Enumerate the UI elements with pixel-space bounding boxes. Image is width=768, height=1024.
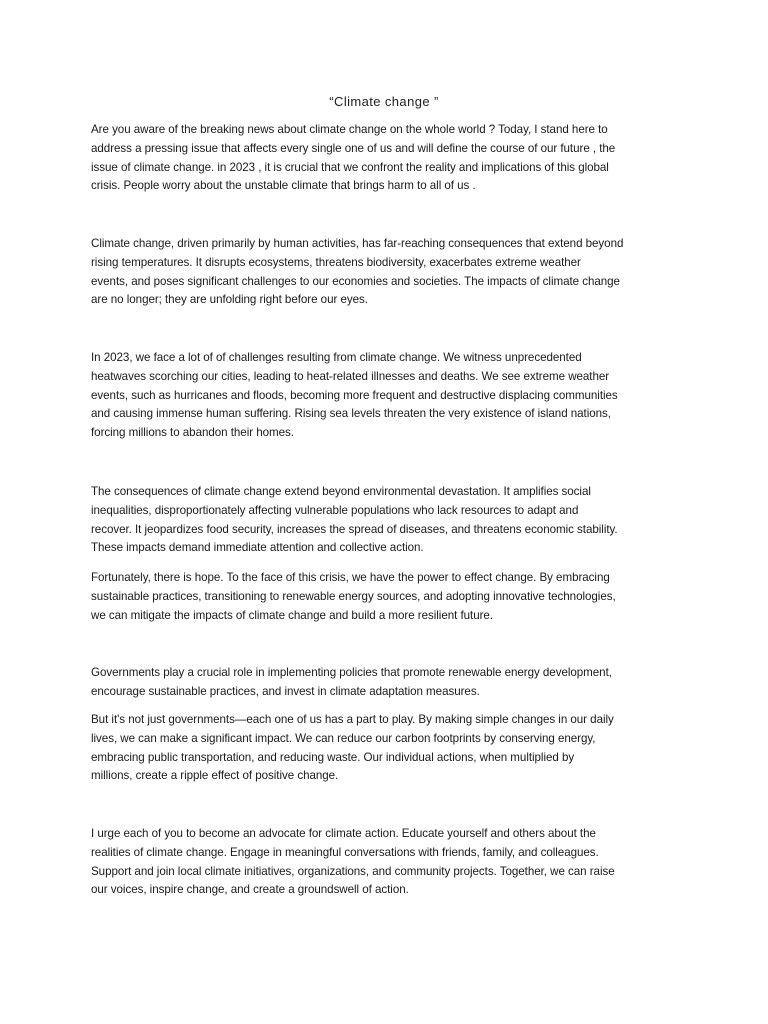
paragraph-hope: Fortunately, there is hope. To the face of this crisis, we have the power to effect change. By embracing sustainable practices, transitioning to renewable energy sources, and adopting innovative technologies, we can mitigate the impacts of climate change and build a more resilient future. xyxy=(91,571,616,622)
paragraph-intro: Are you aware of the breaking news about climate change on the whole world ? Today, I stand here to address a pressing issue that affects every single one of us and will define the course of our future , the issue of climate change. in 2023 , it is crucial that we confront the reality and implications of this global crisis. People worry about the unstable climate that brings harm to all of us . xyxy=(91,123,616,193)
paragraph-call-to-action: I urge each of you to become an advocate for climate action. Educate yourself and others about the realities of climate change. Engage in meaningful conversations with friends, family, and colleagues. Support and join local climate initiatives, organizations, and community projects. Together, we can raise our voices, inspire change, and create a groundswell of action. xyxy=(91,827,615,897)
document-title: “Climate change ” xyxy=(329,94,439,109)
paragraph-challenges-2023: In 2023, we face a lot of of challenges resulting from climate change. We witness unprecedented heatwaves scorching our cities, leading to heat-related illnesses and deaths. We see extreme weather events, such as hurricanes and floods, becoming more frequent and destructive displacing communities and causing immense human suffering. Rising sea levels threaten the very existence of island nations, forcing millions to abandon their homes. xyxy=(91,351,618,440)
paragraph-consequences: The consequences of climate change extend beyond environmental devastation. It amplifies social inequalities, disproportionately affecting vulnerable populations who lack resources to adapt and recover. It jeopardizes food security, increases the spread of diseases, and threatens economic stability. These impacts demand immediate attention and collective action. xyxy=(91,485,618,555)
paragraph-governments: Governments play a crucial role in implementing policies that promote renewable energy development, encourage sustainable practices, and invest in climate adaptation measures. xyxy=(91,666,612,698)
paragraph-individual-action: But it's not just governments—each one of us has a part to play. By making simple changes in our daily lives, we can make a significant impact. We can reduce our carbon footprints by conserving energy, embracing public transportation, and reducing waste. Our individual actions, when multiplied by millions, create a ripple effect of positive change. xyxy=(91,713,614,783)
paragraph-drivers: Climate change, driven primarily by human activities, has far-reaching consequences that extend beyond rising temperatures. It disrupts ecosystems, threatens biodiversity, exacerbates extreme weather events, and poses significant challenges to our economies and societies. The impacts of climate change are no longer; they are unfolding right before our eyes. xyxy=(91,237,624,307)
